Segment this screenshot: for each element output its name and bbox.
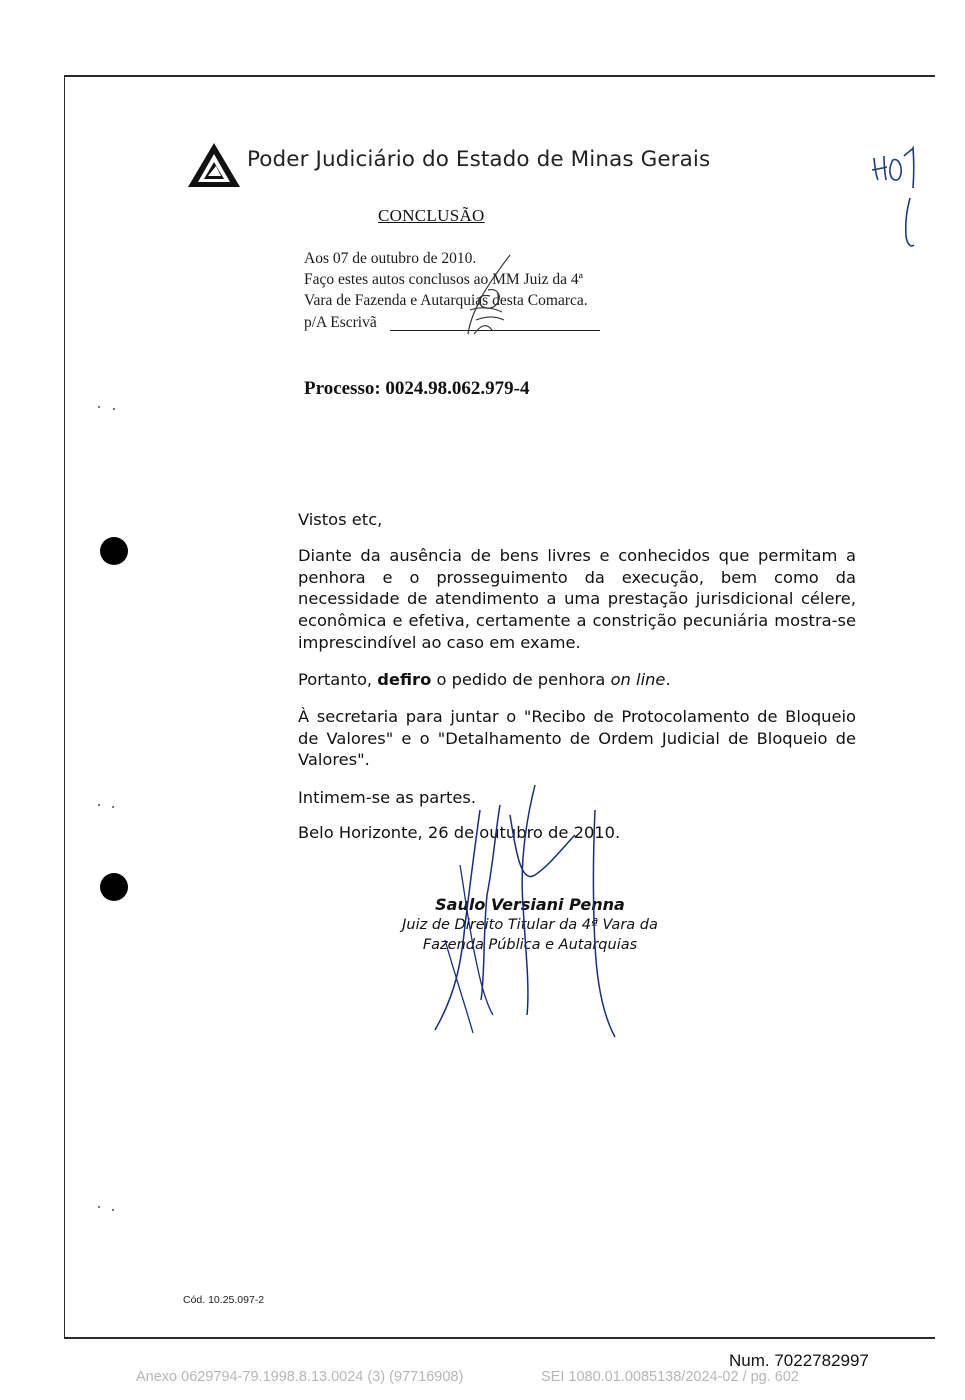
decision-date-line: Belo Horizonte, 26 de outubro de 2010. [298,823,621,842]
judge-signature-scribble [425,775,625,1045]
scan-speck [113,408,115,410]
judge-role-line-1: Juiz de Direito Titular da 4ª Vara da [402,917,658,933]
decision-paragraph-3: À secretaria para juntar o "Recibo de Protocolamento de Bloqueio de Valores" e o "Detalhamento de Ordem Judicial de Bloqueio de Valores". [298,707,856,770]
p2-bold-defiro: defiro [377,670,432,689]
scan-speck [112,806,114,808]
process-number: Processo: 0024.98.062.979-4 [304,378,530,399]
binder-hole-top [100,537,128,565]
document-number: Num. 7022782997 [729,1351,869,1370]
sei-page-reference: SEI 1080.01.0085138/2024-02 / pg. 602 [541,1369,799,1385]
decision-greeting: Vistos etc, [298,510,383,529]
p2-suffix: . [665,670,671,689]
conclusao-heading: CONCLUSÃO [378,206,485,225]
conclusao-line-2: Faço estes autos conclusos ao MM Juiz da 4ª [304,271,583,288]
escriva-label: p/A Escrivã [304,314,377,331]
tjmg-logo-icon [186,140,242,190]
handwritten-folio-number [868,140,928,255]
p2-middle: o pedido de penhora [431,670,611,689]
annex-reference: Anexo 0629794-79.1998.8.13.0024 (3) (97716908) [136,1369,464,1385]
scan-speck [98,1206,100,1208]
court-name-title: Poder Judiciário do Estado de Minas Gerais [247,147,711,172]
p2-italic-online: on line [610,670,666,689]
decision-paragraph-2 [298,669,856,691]
judge-name: Saulo Versiani Penna [435,895,625,914]
scan-speck [98,406,100,408]
p2-prefix: Portanto, [298,670,378,689]
judge-role-line-2: Fazenda Pública e Autarquias [422,937,638,953]
conclusao-line-3: Vara de Fazenda e Autarquias desta Comarca. [304,292,588,309]
decision-paragraph-1: Diante da ausência de bens livres e conhecidos que permitam a penhora e o prosseguimento da execução, bem como da necessidade de atendimento a uma prestação jurisdicional célere, econômica e efetiva, certamente a constrição pecuniária mostra-se imprescindível ao caso em exame. [298,546,856,652]
scan-speck [98,804,100,806]
escriva-signature-scribble [440,250,520,340]
conclusao-date-line: Aos 07 de outubro de 2010. [304,250,477,267]
decision-paragraph-4: Intimem-se as partes. [298,788,477,807]
form-code: Cód. 10.25.097-2 [183,1294,265,1306]
scan-speck [112,1209,114,1211]
binder-hole-bottom [100,873,128,901]
